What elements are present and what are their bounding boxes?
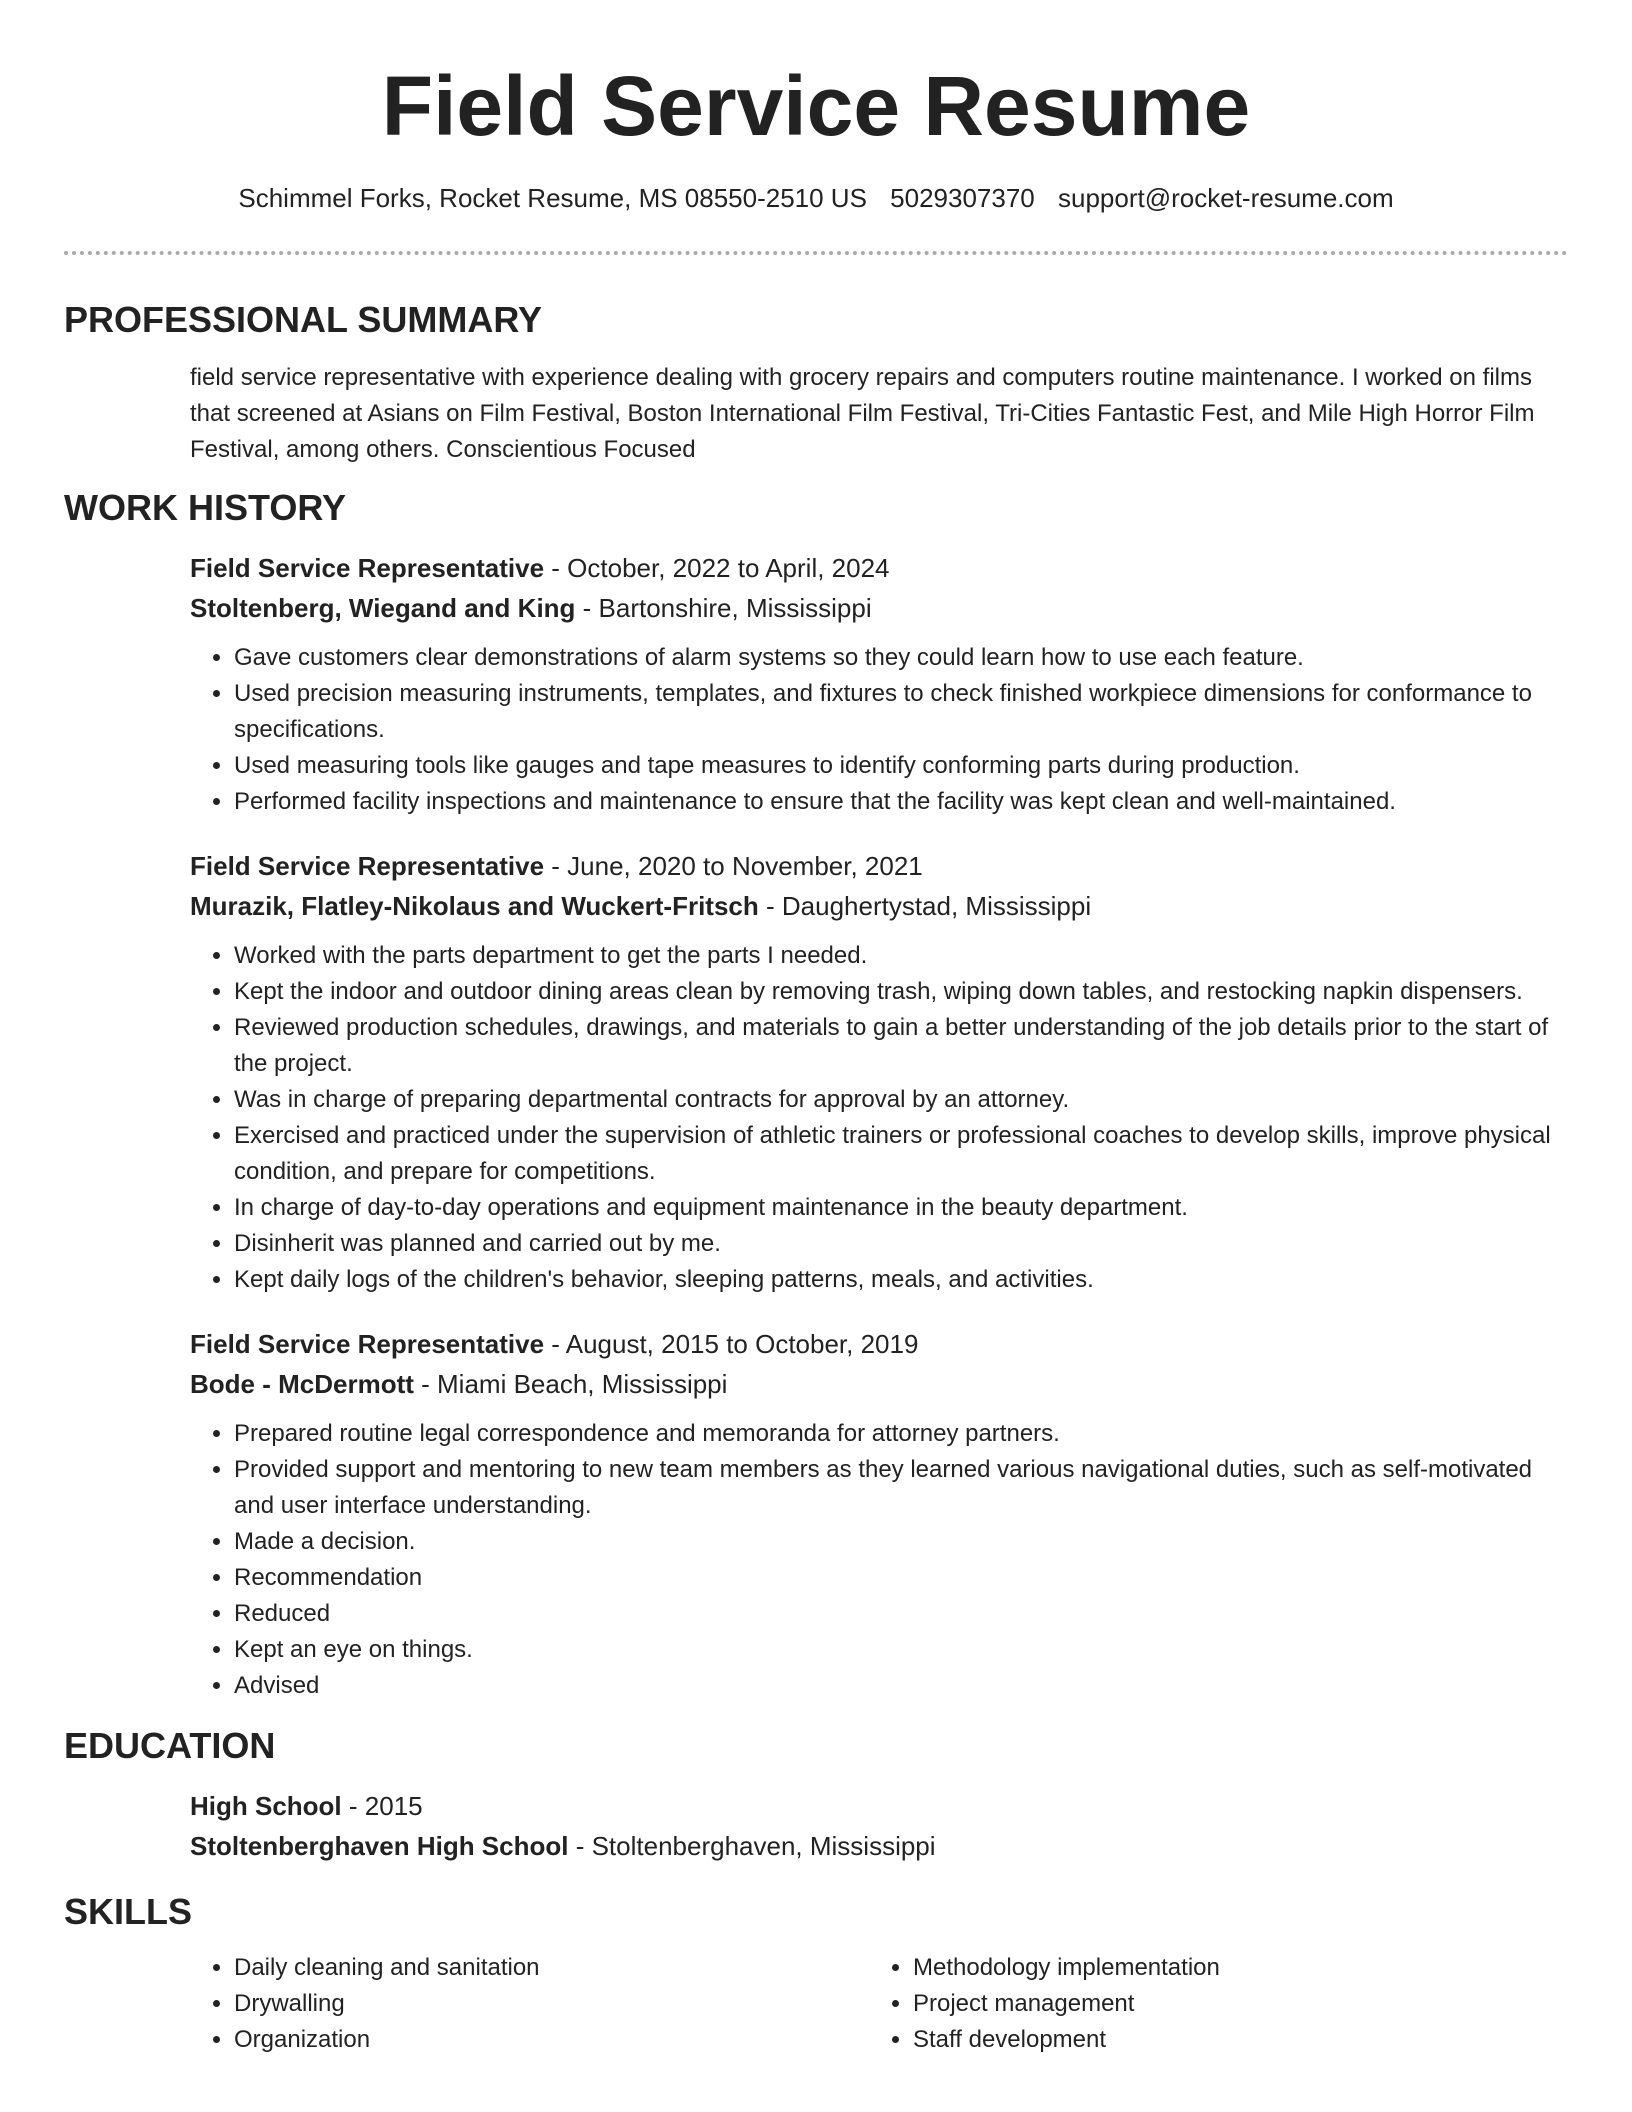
skills-heading: SKILLS	[64, 1891, 193, 1932]
education-degree-line	[190, 1786, 1568, 1826]
job-company: Murazik, Flatley-Nikolaus and Wuckert-Fritsch	[190, 891, 759, 921]
job-company: Stoltenberg, Wiegand and King	[190, 593, 576, 623]
job-bullet: • Kept daily logs of the children's behavior, sleeping patterns, meals, and activities.	[234, 1262, 1568, 1298]
job-entry	[190, 1324, 1568, 1704]
education-heading: EDUCATION	[64, 1725, 276, 1766]
skill-item: • Organization	[234, 2022, 869, 2058]
job-location: - Miami Beach, Mississippi	[413, 1369, 728, 1399]
job-bullet: • Recommendation	[234, 1560, 1568, 1596]
header-divider	[64, 251, 1568, 255]
education-year: - 2015	[341, 1791, 423, 1821]
spacer	[64, 1704, 1568, 1718]
job-bullet: • Gave customers clear demonstrations of alarm systems so they could learn how to use each feature.	[234, 640, 1568, 676]
job-bullet: • Made a decision.	[234, 1524, 1568, 1560]
job-title-line	[190, 846, 1568, 886]
job-company-line	[190, 886, 1568, 926]
contact-line	[0, 180, 1632, 216]
job-bullet: • Disinherit was planned and carried out by me.	[234, 1226, 1568, 1262]
job-dates: - August, 2015 to October, 2019	[544, 1329, 919, 1359]
job-bullet: • Worked with the parts department to get the parts I needed.	[234, 938, 1568, 974]
job-location: - Bartonshire, Mississippi	[575, 593, 872, 623]
job-bullet: • Kept the indoor and outdoor dining areas clean by removing trash, wiping down tables, and restocking napkin dispensers.	[234, 974, 1568, 1010]
job-bullet: • Exercised and practiced under the supervision of athletic trainers or professional coaches to develop skills, improve physical condition, and prepare for competitions.	[234, 1118, 1568, 1190]
skill-item: • Staff development	[913, 2022, 1548, 2058]
summary-text: field service representative with experience dealing with grocery repairs and computers routine maintenance. I worked on films that screened at Asians on Film Festival, Boston International Film Festival, Tri-Cities Fantastic Fest, and Mile High Horror Film Festival, among others. Conscientious Focused	[190, 364, 1535, 463]
job-bullets	[190, 938, 1568, 1298]
work-history-heading: WORK HISTORY	[64, 487, 347, 528]
education-location: - Stoltenberghaven, Mississippi	[568, 1831, 936, 1861]
job-bullet: • Used precision measuring instruments, templates, and fixtures to check finished workpiece dimensions for conformance to specifications.	[234, 676, 1568, 748]
job-bullet: • Was in charge of preparing departmental contracts for approval by an attorney.	[234, 1082, 1568, 1118]
resume-title: Field Service Resume	[381, 59, 1251, 153]
job-entry	[190, 846, 1568, 1298]
job-role: Field Service Representative	[190, 1329, 545, 1359]
skills-column-right	[869, 1950, 1548, 2058]
job-title-line	[190, 548, 1568, 588]
job-bullet: • Reviewed production schedules, drawings, and materials to gain a better understanding of the job details prior to the start of the project.	[234, 1010, 1568, 1082]
job-bullet: • In charge of day-to-day operations and equipment maintenance in the beauty department.	[234, 1190, 1568, 1226]
contact-email: support@rocket-resume.com	[1058, 183, 1394, 213]
job-company: Bode - McDermott	[190, 1369, 414, 1399]
job-location: - Daughertystad, Mississippi	[758, 891, 1092, 921]
contact-phone: 5029307370	[890, 183, 1035, 213]
job-company-line	[190, 588, 1568, 628]
job-entry	[190, 548, 1568, 820]
skills-list	[190, 1950, 1568, 2058]
job-bullet: • Reduced	[234, 1596, 1568, 1632]
skill-item: • Daily cleaning and sanitation	[234, 1950, 869, 1986]
skills-column-left	[190, 1950, 869, 2058]
education-school: Stoltenberghaven High School	[190, 1831, 569, 1861]
skill-item: • Project management	[913, 1986, 1548, 2022]
summary-heading: PROFESSIONAL SUMMARY	[64, 299, 543, 340]
contact-address: Schimmel Forks, Rocket Resume, MS 08550-2510 US	[238, 183, 867, 213]
education-entry	[190, 1786, 1568, 1866]
education-degree: High School	[190, 1791, 342, 1821]
job-role: Field Service Representative	[190, 553, 545, 583]
education-school-line	[190, 1826, 1568, 1866]
job-bullet: • Performed facility inspections and maintenance to ensure that the facility was kept clean and well-maintained.	[234, 784, 1568, 820]
job-role: Field Service Representative	[190, 851, 545, 881]
work-history-list	[190, 548, 1568, 1704]
job-bullet: • Provided support and mentoring to new team members as they learned various navigational duties, such as self-motivated and user interface understanding.	[234, 1452, 1568, 1524]
job-company-line	[190, 1364, 1568, 1404]
job-dates: - June, 2020 to November, 2021	[544, 851, 923, 881]
job-bullets	[190, 640, 1568, 820]
job-bullet: • Advised	[234, 1668, 1568, 1704]
job-dates: - October, 2022 to April, 2024	[544, 553, 890, 583]
job-title-line	[190, 1324, 1568, 1364]
resume-content	[64, 292, 1568, 2058]
job-bullet: • Kept an eye on things.	[234, 1632, 1568, 1668]
skill-item: • Drywalling	[234, 1986, 869, 2022]
job-bullet: • Used measuring tools like gauges and tape measures to identify conforming parts during production.	[234, 748, 1568, 784]
skill-item: • Methodology implementation	[913, 1950, 1548, 1986]
job-bullets	[190, 1416, 1568, 1704]
job-bullet: • Prepared routine legal correspondence and memoranda for attorney partners.	[234, 1416, 1568, 1452]
